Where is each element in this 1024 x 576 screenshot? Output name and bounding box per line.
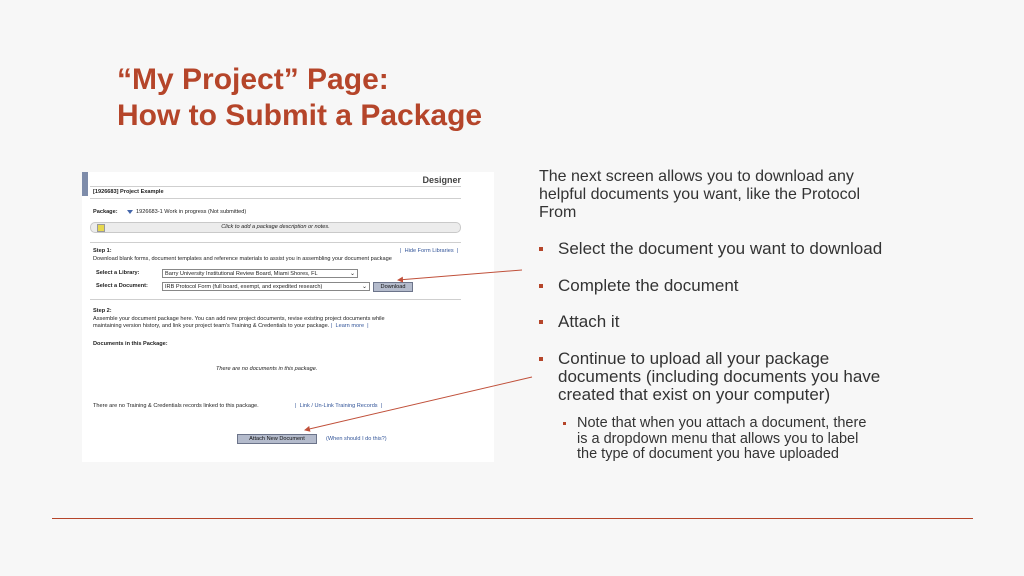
step2-description-line1: Assemble your document package here. You can add new project documents, revise existing project documents while <box>93 316 385 322</box>
bullet-marker-icon <box>539 320 543 324</box>
instructions-panel <box>539 168 929 462</box>
library-select-value: Barry University Institutional Review Board, Miami Shores, FL <box>165 271 318 277</box>
designer-label: Designer <box>422 175 461 185</box>
notes-prompt: Click to add a package description or notes. <box>221 224 330 230</box>
documents-heading: Documents in this Package: <box>93 341 168 347</box>
sub-bullet-line-2: is a dropdown menu that allows you to label <box>577 430 859 447</box>
hide-form-libraries-link[interactable]: | Hide Form Libraries | <box>400 248 459 254</box>
title-line-1: “My Project” Page: <box>117 63 389 96</box>
select-library-label: Select a Library: <box>96 270 140 276</box>
bullet-marker-icon <box>539 284 543 288</box>
sub-bullet-text <box>577 416 866 463</box>
chevron-down-icon: ⌄ <box>361 284 367 290</box>
arrow-to-document-select <box>398 270 522 280</box>
arrow-to-attach-button <box>305 377 532 430</box>
intro-line-2: helpful documents you want, like the Protocol <box>539 186 861 203</box>
project-heading: [1926683] Project Example <box>93 189 164 195</box>
step1-description: Download blank forms, document templates and reference materials to assist you in assembling your document package <box>93 256 392 262</box>
bullet-text <box>558 350 880 404</box>
intro-line-3: From <box>539 204 577 221</box>
learn-more-text: Learn more <box>335 323 365 329</box>
bullet-text: Attach it <box>558 312 620 331</box>
step2-label: Step 2: <box>93 308 112 314</box>
hide-form-libraries-text: Hide Form Libraries <box>404 248 454 254</box>
sub-bullet-marker-icon <box>563 422 566 425</box>
chevron-down-icon: ⌄ <box>349 271 355 277</box>
select-document-label: Select a Document: <box>96 283 148 289</box>
step2-description-line2-text: maintaining version history, and link your project team's Training & Credentials to your package. <box>93 323 330 329</box>
sub-bullet-line-3: the type of document you have uploaded <box>577 446 839 462</box>
bullet-line-1: Continue to upload all your package <box>558 349 830 368</box>
link-training-text: Link / Un-Link Training Records <box>299 403 378 409</box>
bullet-marker-icon <box>539 247 543 251</box>
link-training-records-link[interactable]: | Link / Un-Link Training Records | <box>295 403 383 409</box>
no-training-message: There are no Training & Credentials records linked to this package. <box>93 403 259 409</box>
intro-line-1: The next screen allows you to download any <box>539 168 854 185</box>
learn-more-link[interactable]: | Learn more | <box>330 323 369 329</box>
attach-new-document-button[interactable]: Attach New Document <box>237 434 317 444</box>
intro-text <box>539 168 929 222</box>
no-documents-message: There are no documents in this package. <box>216 366 318 372</box>
document-select-value: IRB Protocol Form (full board, exempt, and expedited research) <box>165 284 323 290</box>
package-label: Package: <box>93 209 118 215</box>
bullet-line-2: documents (including documents you have <box>558 367 881 386</box>
package-value: 1926683-1 Work in progress (Not submitted) <box>136 209 247 215</box>
footer-divider <box>52 518 973 519</box>
bullet-text: Select the document you want to download <box>558 239 883 258</box>
when-should-i-link[interactable]: (When should I do this?) <box>326 436 387 442</box>
bullet-text: Complete the document <box>558 276 739 295</box>
step1-label: Step 1: <box>93 248 112 254</box>
sub-bullet-line-1: Note that when you attach a document, there <box>577 415 867 431</box>
title-line-2: How to Submit a Package <box>117 99 483 132</box>
bullet-marker-icon <box>539 357 543 361</box>
bullet-line-3: created that exist on your computer) <box>558 385 831 404</box>
download-button[interactable]: Download <box>373 282 413 292</box>
